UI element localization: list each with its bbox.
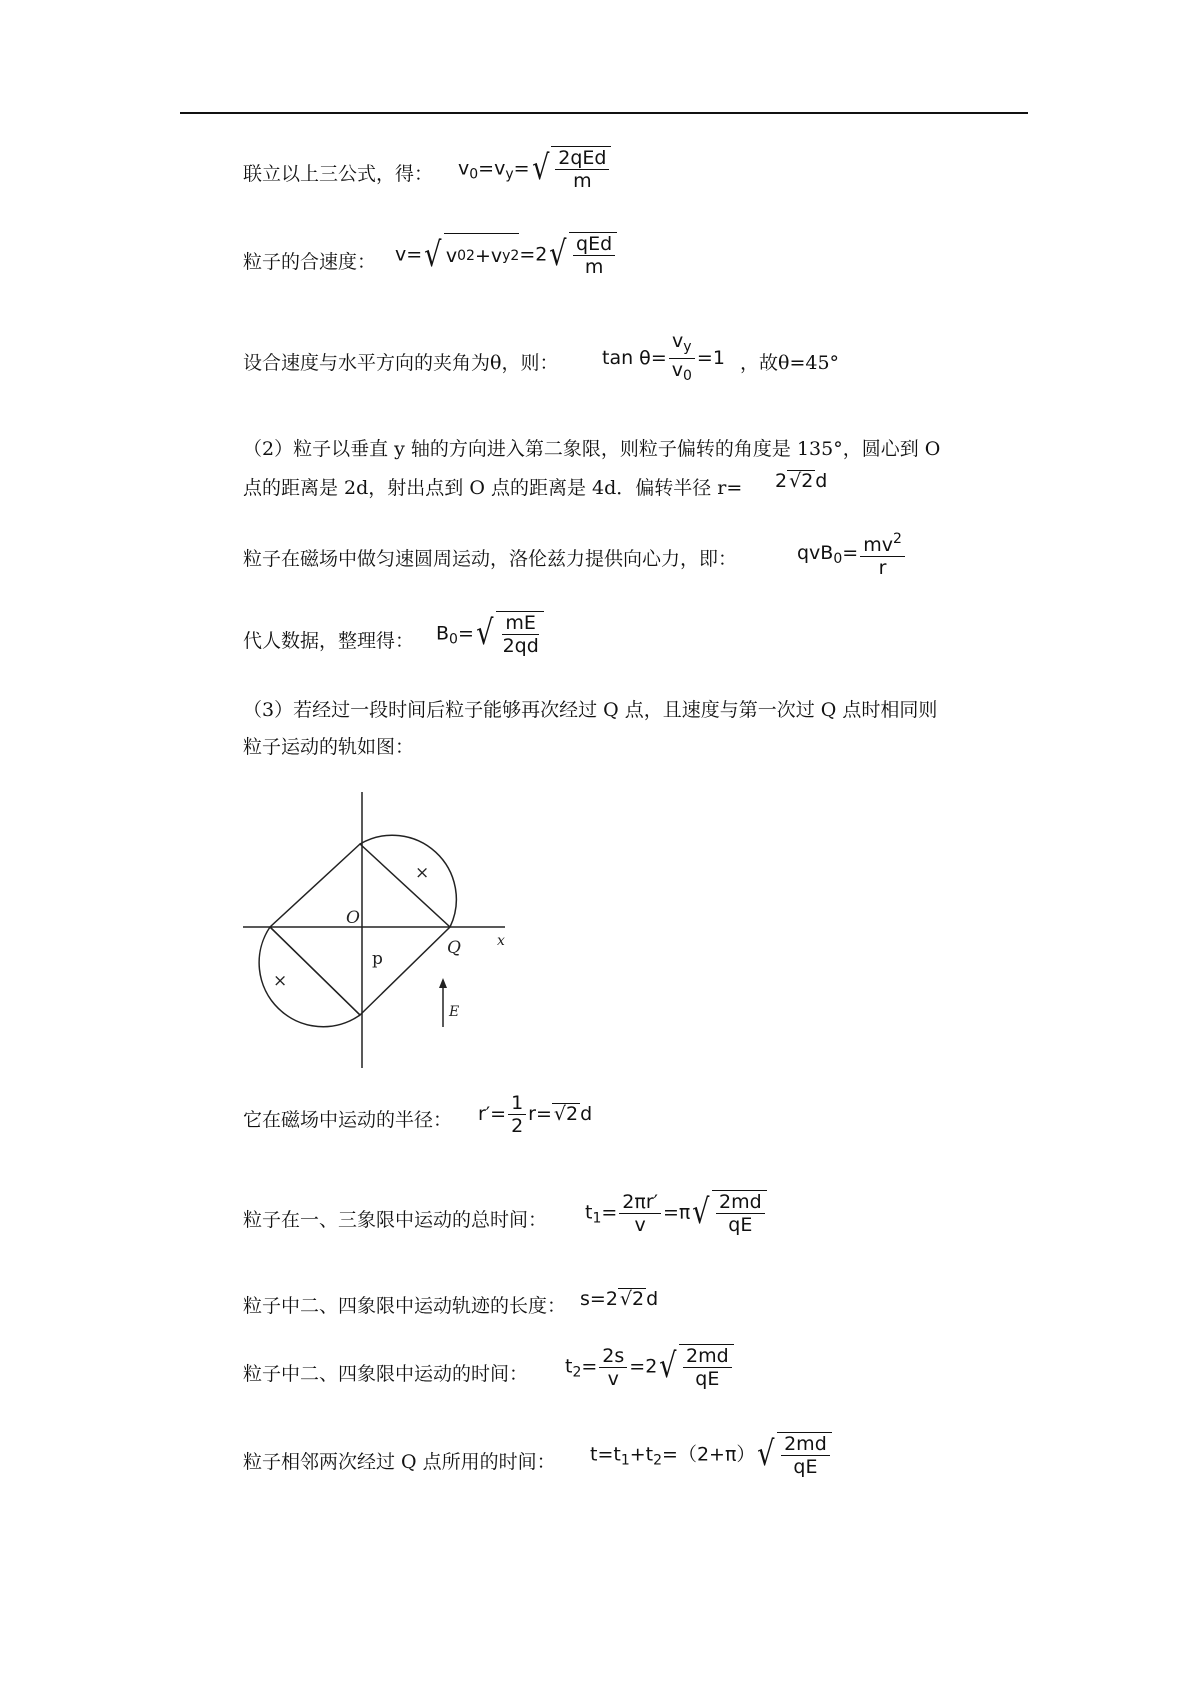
para2-line1: （2）粒子以垂直 y 轴的方向进入第二象限，则粒子偏转的角度是 135°，圆心到 O (243, 438, 941, 460)
line-total-time: 粒子相邻两次经过 Q 点所用的时间： (243, 1451, 556, 1473)
line-t2: 粒子中二、四象限中运动的时间： (243, 1363, 529, 1385)
line-angle: 设合速度与水平方向的夹角为θ，则： (243, 352, 559, 374)
cross-upper: × (415, 863, 430, 883)
formula-t1: $t_1=$ $\frac{2\pi r'}{v}$ =π √ $\frac{2md}{qE}$ (585, 1190, 767, 1236)
text: 联立以上三公式，得： (243, 163, 434, 185)
formula-rprime: r′= $\frac{1}{2}$ r= √2 d (478, 1092, 593, 1137)
line-resultant-velocity: 粒子的合速度： (243, 251, 377, 273)
formula-B0: $B_0=$ √ $\frac{mE}{2qd}$ (436, 611, 544, 657)
label-x: x (497, 933, 505, 949)
para3-line1: （3）若经过一段时间后粒子能够再次经过 Q 点，且速度与第一次过 Q 点时相同则 (243, 699, 938, 721)
formula-t: $t=t_1+t_2=(2+\pi)$ √ $\frac{2md}{qE}$ (590, 1432, 832, 1478)
formula-qvB: qvB$_0$= $\frac{mv^2}{r}$ (797, 528, 907, 579)
header-rule (180, 112, 1028, 114)
label-E: E (449, 1004, 460, 1020)
cross-lower: × (273, 971, 288, 991)
para2-line2: 点的距离是 2d，射出点到 O 点的距离是 4d．偏转半径 r= (243, 477, 743, 499)
trajectory-figure (243, 790, 523, 1070)
line-lorentz: 粒子在磁场中做匀速圆周运动，洛伦兹力提供向心力，即： (243, 548, 738, 570)
formula-s: s=2 √2 d (580, 1288, 659, 1310)
formula-r: 2 √2 d (775, 470, 828, 492)
formula-v: v= √ v 0 2 + v y 2 =2 √ $\frac{\text{qEd}}{m}$ (395, 232, 617, 278)
line-combine (243, 160, 433, 188)
formula-v0-vy: $v_0=v_y=$ √ $\frac{\text{2qEd}}{m}$ (458, 146, 611, 192)
formula-t2: $t_2=$ $\frac{2s}{v}$ =2 √ $\frac{2md}{qE}$ (565, 1344, 734, 1390)
label-Q: Q (447, 938, 461, 958)
line-t1: 粒子在一、三象限中运动的总时间： (243, 1209, 548, 1231)
line-s: 粒子中二、四象限中运动轨迹的长度： (243, 1295, 567, 1317)
angle-result: ，故θ=45° (740, 352, 840, 374)
line-substitute: 代人数据，整理得： (243, 630, 415, 652)
formula-tan: tan θ= $\frac{v_y}{v_0}$ =1 (602, 330, 725, 384)
label-p: p (372, 949, 383, 969)
line-radius: 它在磁场中运动的半径： (243, 1109, 453, 1131)
arc-first-quadrant (360, 835, 456, 927)
para3-line2: 粒子运动的轨如图： (243, 736, 415, 758)
label-O: O (346, 908, 360, 928)
